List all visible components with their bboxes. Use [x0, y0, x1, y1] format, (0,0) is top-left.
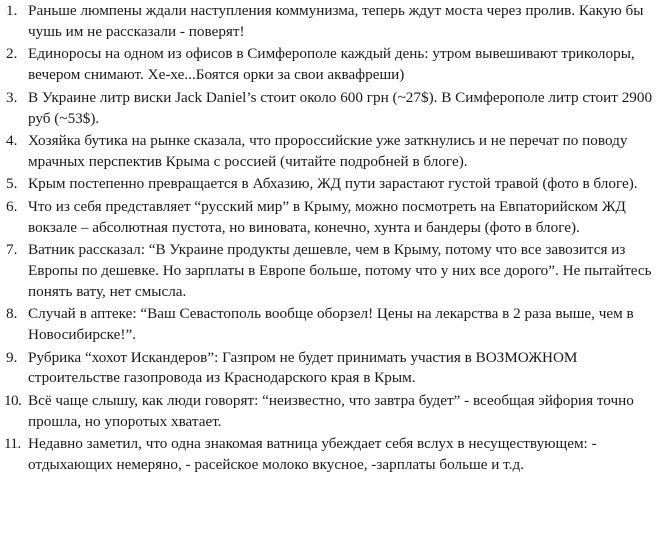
list-item-number: 4.: [6, 131, 18, 149]
list-item-2: [0, 44, 654, 86]
list-item-text: Рубрика “хохот Искандеров”: Газпром не будет принимать участия в ВОЗМОЖНОМ строительстве газопровода из Краснодарского края в Крым.: [28, 348, 578, 387]
list-item-number: 1.: [6, 2, 18, 19]
list-item-number: 11.: [4, 435, 21, 453]
list-item-text: Что из себя представляет “русский мир” в Крыму, можно посмотреть на Евпаторийском ЖД вокзале – абсолютная пустота, но виновата, конечно, хунта и бандеры (фото в блоге).: [28, 197, 626, 236]
list-item-3: [0, 88, 654, 130]
list-item-text: Случай в аптеке: “Ваш Севастополь вообще оборзел! Цены на лекарства в 2 раза выше, чем в Новосибирске!”.: [28, 305, 634, 344]
list-item-text: Хозяйка бутика на рынке сказала, что пророссийские уже заткнулись и не перечат по поводу мрачных перспектив Крыма с россией (читайте подробней в блоге).: [28, 131, 628, 170]
list-item-number: 5.: [6, 175, 18, 193]
list-item-number: 6.: [6, 197, 18, 215]
list-item-number: 2.: [6, 45, 18, 63]
document-body: [0, 1, 654, 476]
list-item-text: Ватник рассказал: “В Украине продукты дешевле, чем в Крыму, потому что все завозится из Европы по дешевке. Но зарплаты в Европе больше, потому что у них все дорого”. Не пытайтесь понять вату, нет смысла.: [28, 240, 652, 300]
list-item-number: 10.: [4, 391, 22, 409]
list-item-number: 8.: [6, 305, 18, 323]
list-item-1: [0, 1, 654, 43]
list-item-text: Раньше люмпены ждали наступления коммунизма, теперь ждут моста через пролив. Какую бы чушь им не рассказали - поверят!: [28, 2, 644, 40]
list-item-text: Крым постепенно превращается в Абхазию, ЖД пути зарастают густой травой (фото в блоге).: [28, 175, 638, 193]
list-item-9: [0, 348, 654, 390]
list-item-text: Недавно заметил, что одна знакомая ватница убеждает себя вслух в несуществующем: - отдыхающих немеряно, - расейское молоко вкусное, -зарплаты больше и т.д.: [28, 435, 597, 474]
list-item-11: [0, 434, 654, 476]
list-item-text: Единоросы на одном из офисов в Симферополе каждый день: утром вывешивают триколоры, вечером снимают. Хе-хе...Боятся орки за свои аквафреши): [28, 45, 635, 84]
list-item-number: 7.: [6, 240, 18, 258]
list-item-6: [0, 197, 654, 239]
list-item-number: 9.: [6, 348, 18, 366]
list-item-5: [0, 174, 654, 195]
list-item-number: 3.: [6, 88, 18, 106]
list-item-4: [0, 131, 654, 173]
list-item-8: [0, 304, 654, 346]
list-item-7: [0, 240, 654, 303]
list-item-text: Всё чаще слышу, как люди говорят: “неизвестно, что завтра будет” - всеобщая эйфория точно прошла, но упоротых хватает.: [28, 391, 634, 430]
numbered-list: [0, 1, 654, 476]
list-item-10: [0, 391, 654, 433]
list-item-text: В Украине литр виски Jack Daniel’s стоит около 600 грн (~27$). В Симферополе литр стоит 2900 руб (~53$).: [28, 88, 653, 127]
